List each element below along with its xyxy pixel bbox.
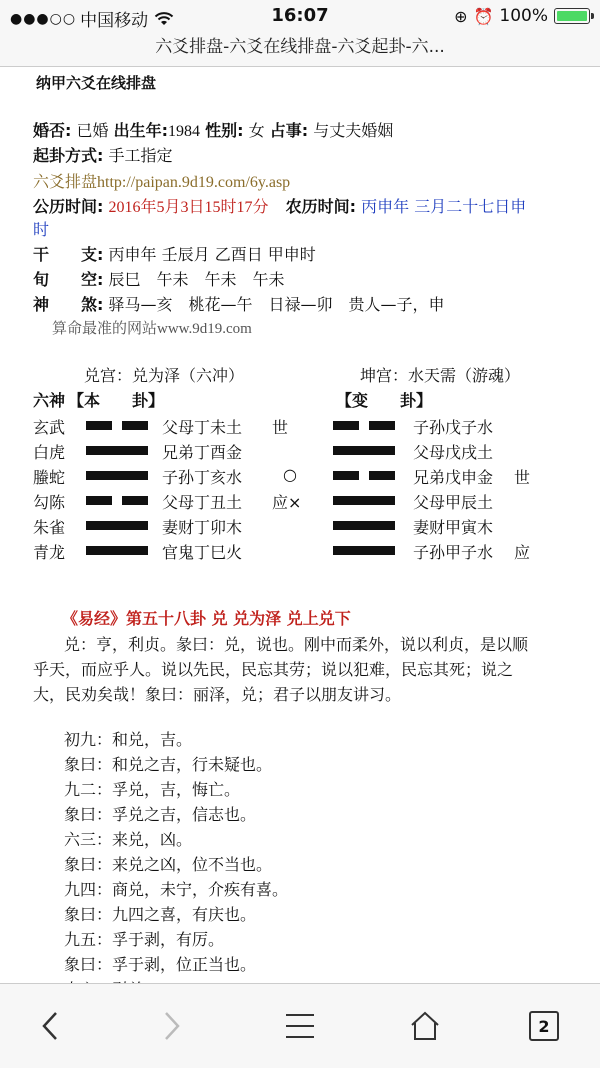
bian-line-text: 父母甲辰土 — [413, 493, 494, 512]
ben-line-text: 父母丁未土 — [162, 418, 243, 437]
col-bian-header: 【变 卦】 — [336, 391, 433, 410]
bian-line-text: 父母戊戌土 — [413, 443, 494, 462]
yin-line-segment — [122, 421, 148, 430]
yao-text-line: 九五：孚于剥，有厉。 — [64, 930, 225, 949]
yao-text-line: 象曰：和兑之吉，行未疑也。 — [64, 755, 273, 774]
forward-button[interactable] — [150, 1004, 194, 1048]
change-mark: ○ — [283, 465, 297, 484]
menu-button[interactable] — [278, 1004, 322, 1048]
yang-line-segment — [86, 471, 148, 480]
tabs-count[interactable]: 2 — [529, 1011, 559, 1041]
info-row-time: 公历时间: 2016年5月3日15时17分 农历时间: 丙申年 三月二十七日申 — [33, 197, 527, 216]
six-spirit-label: 螣蛇 — [33, 468, 66, 487]
bian-line-text: 子孙戊子水 — [413, 418, 494, 437]
col-ben-header: 【本 卦】 — [68, 391, 165, 410]
signal-icon: ●●●○○ — [10, 10, 77, 27]
yang-line-segment — [333, 521, 395, 530]
chevron-right-icon — [162, 1011, 182, 1041]
col-spirit-header: 六神 — [33, 391, 66, 410]
ben-yao-line — [86, 421, 148, 430]
six-spirit-label: 朱雀 — [33, 518, 66, 537]
yang-line-segment — [86, 521, 148, 530]
ben-yao-line — [86, 496, 148, 505]
six-spirit-label: 玄武 — [33, 418, 66, 437]
ben-line-text: 官鬼丁巳火 — [162, 543, 243, 562]
yin-line-segment — [369, 421, 395, 430]
ben-yao-line — [86, 546, 148, 555]
yang-line-segment — [86, 546, 148, 555]
bian-yao-line — [333, 446, 395, 455]
yao-text-line: 象曰：来兑之凶，位不当也。 — [64, 855, 273, 874]
yin-line-segment — [86, 421, 112, 430]
scripture-para-1: 兑：亨，利贞。彖曰：兑，说也。刚中而柔外，说以利贞，是以顺 — [64, 635, 529, 654]
chevron-left-icon — [40, 1011, 60, 1041]
yin-line-segment — [369, 471, 395, 480]
bian-line-text: 妻财甲寅木 — [413, 518, 494, 537]
yang-line-segment — [333, 546, 395, 555]
bian-line-text: 兄弟戊申金 — [413, 468, 494, 487]
ben-line-mark: 应× — [272, 493, 302, 512]
yin-line-segment — [333, 471, 359, 480]
address-bar[interactable] — [0, 32, 600, 67]
hexagram-right-title: 坤宫：水天需（游魂） — [360, 366, 521, 385]
bian-line-text: 子孙甲子水 — [413, 543, 494, 562]
bian-yao-line — [333, 521, 395, 530]
info-row-1: 婚否: 已婚 出生年:1984 性别: 女 占事: 与丈夫婚姻 — [33, 121, 394, 140]
ben-line-text: 妻财丁卯木 — [162, 518, 243, 537]
bian-line-mark: 世 — [514, 468, 531, 487]
yao-text-line: 初九：和兑，吉。 — [64, 730, 193, 749]
menu-icon — [284, 1012, 316, 1040]
scripture-para-2: 乎天，而应乎人。说以先民，民忘其劳；说以犯难，民忘其死；说之 — [33, 660, 514, 679]
site-header: 纳甲六爻在线排盘 — [36, 74, 157, 92]
yang-line-segment — [333, 496, 395, 505]
ad-link[interactable]: 算命最准的网站www.9d19.com — [52, 321, 252, 337]
yang-line-segment — [333, 446, 395, 455]
info-row-ganzhi: 干 支: 丙申年 壬辰月 乙酉日 甲申时 — [33, 245, 316, 264]
hexagram-left-title: 兑宫：兑为泽（六冲） — [84, 366, 245, 385]
yao-text-line: 九二：孚兑，吉，悔亡。 — [64, 780, 241, 799]
yao-text-line: 九四：商兑，未宁，介疾有喜。 — [64, 880, 289, 899]
browser-toolbar — [0, 983, 600, 1068]
rotation-lock-icon: ⊕ — [454, 6, 468, 26]
alarm-icon: ⏰ — [473, 6, 494, 26]
bian-yao-line — [333, 421, 395, 430]
page-content — [0, 66, 600, 983]
carrier-label: 中国移动 — [80, 11, 149, 31]
ben-yao-line — [86, 446, 148, 455]
ben-yao-line — [86, 471, 148, 480]
yao-text-line: 象曰：孚兑之吉，信志也。 — [64, 805, 257, 824]
battery-percent: 100% — [499, 6, 548, 26]
six-spirit-label: 青龙 — [33, 543, 66, 562]
info-row-xunkong: 旬 空: 辰巳 午未 午未 午未 — [33, 270, 285, 289]
yang-line-segment — [86, 446, 148, 455]
yin-line-segment — [122, 496, 148, 505]
status-bar — [0, 0, 600, 32]
ben-yao-line — [86, 521, 148, 530]
info-row-method: 起卦方式: 手工指定 — [33, 146, 173, 165]
back-button[interactable] — [28, 1004, 72, 1048]
ben-line-text: 父母丁丑土 — [162, 493, 243, 512]
scripture-para-3: 大，民劝矣哉！象曰：丽泽，兑；君子以朋友讲习。 — [33, 685, 402, 704]
tabs-button[interactable] — [522, 1004, 566, 1048]
yao-text-line: 象曰：孚于剥，位正当也。 — [64, 955, 257, 974]
yin-line-segment — [86, 496, 112, 505]
info-row-shensha: 神 煞: 驿马—亥 桃花—午 日禄—卯 贵人—子，申 — [33, 295, 445, 314]
site-link[interactable]: 六爻排盘http://paipan.9d19.com/6y.asp — [33, 174, 291, 191]
bian-line-mark: 应 — [514, 543, 531, 562]
page-title[interactable]: 六爻排盘-六爻在线排盘-六爻起卦-六... — [155, 37, 445, 57]
yao-text-line: 六三：来兑，凶。 — [64, 830, 193, 849]
bian-yao-line — [333, 471, 395, 480]
bian-yao-line — [333, 496, 395, 505]
lunar-continued: 时 — [33, 220, 50, 239]
ben-line-text: 兄弟丁酉金 — [162, 443, 243, 462]
clock: 16:07 — [271, 5, 329, 26]
scripture-heading: 《易经》第五十八卦 兑 兑为泽 兑上兑下 — [62, 609, 351, 628]
battery-icon — [554, 8, 590, 24]
ben-line-mark: 世 — [272, 418, 289, 437]
six-spirit-label: 白虎 — [33, 443, 66, 462]
yin-line-segment — [333, 421, 359, 430]
six-spirit-label: 勾陈 — [33, 493, 66, 512]
yao-text-line: 象曰：九四之喜，有庆也。 — [64, 905, 257, 924]
ben-line-text: 子孙丁亥水 — [162, 468, 243, 487]
bian-yao-line — [333, 546, 395, 555]
home-icon — [409, 1010, 441, 1042]
home-button[interactable] — [403, 1004, 447, 1048]
